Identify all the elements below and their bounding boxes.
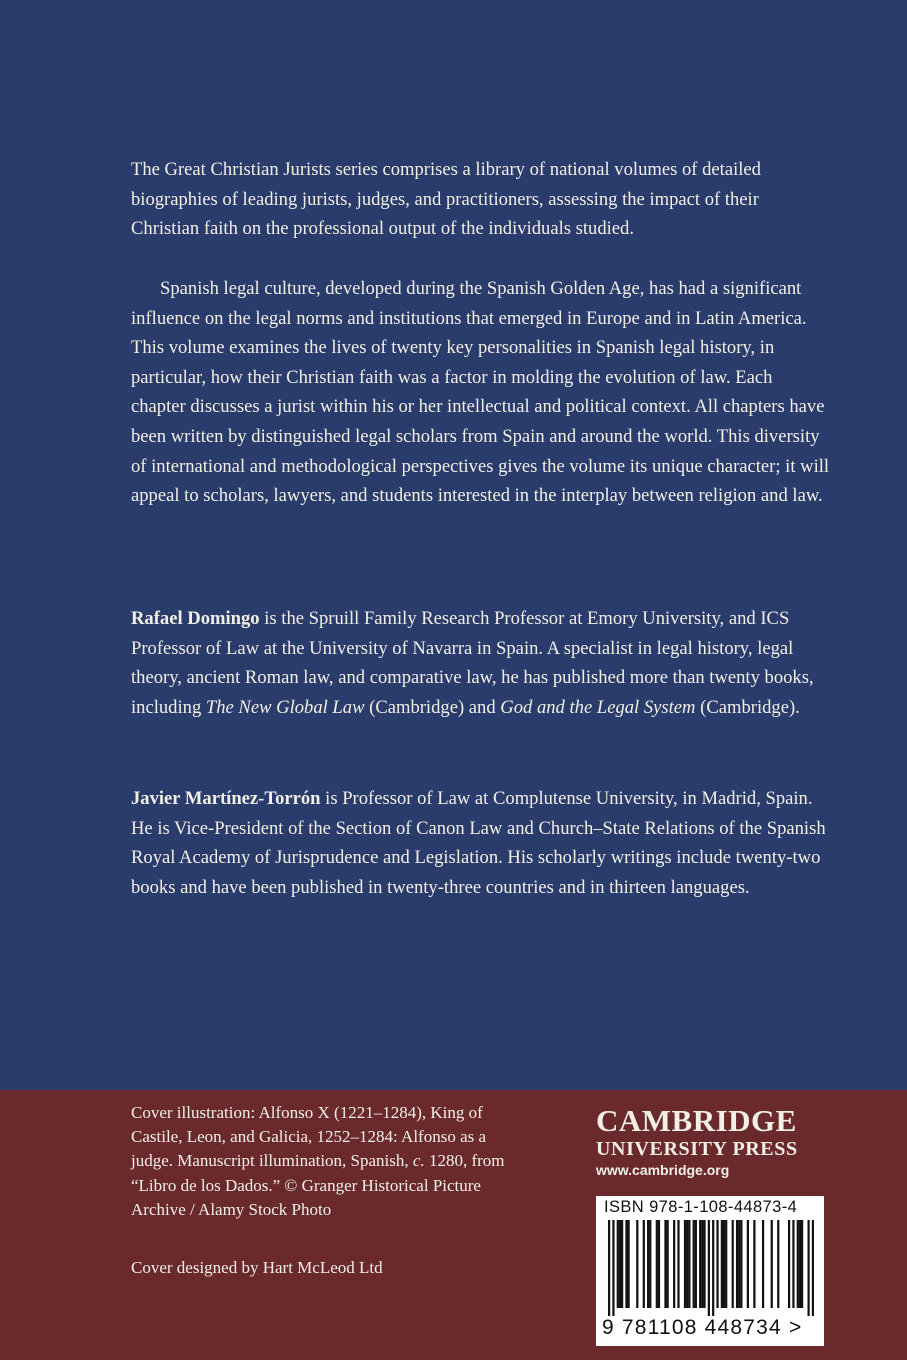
book-title: The New Global Law: [205, 696, 365, 718]
barcode-bar: [647, 1220, 649, 1308]
barcode-bar: [673, 1220, 675, 1308]
publisher-name: CAMBRIDGE: [596, 1103, 797, 1138]
barcode-bar: [771, 1220, 773, 1308]
barcode-bar: [701, 1220, 703, 1308]
barcode-bar: [608, 1220, 610, 1316]
barcode-bar: [684, 1220, 686, 1308]
barcode-bar: [747, 1220, 749, 1308]
barcode-bar: [753, 1220, 755, 1308]
barcode-bar: [649, 1220, 651, 1308]
publisher-url: www.cambridge.org: [596, 1162, 730, 1178]
barcode-bar: [695, 1220, 697, 1308]
barcode-bar: [788, 1220, 790, 1308]
barcode-bar: [621, 1220, 623, 1308]
series-description: The Great Christian Jurists series comprises a library of national volumes of detailed biographies of leading jurists, judges, and practitioners, assessing the impact of their Christian faith on the professional output of the individuals studied.: [131, 159, 761, 240]
barcode-bar: [619, 1220, 621, 1308]
barcode-bar: [628, 1220, 630, 1308]
barcode-bar: [762, 1220, 764, 1308]
barcode-bar: [708, 1220, 710, 1316]
barcode-bar: [703, 1220, 705, 1308]
barcode-bar: [699, 1220, 701, 1308]
barcode-digits: 9 781108 448734 >: [602, 1316, 803, 1339]
barcode-bar: [625, 1220, 627, 1308]
author-name: Javier Martínez-Torrón: [131, 788, 321, 809]
barcode-bar: [721, 1220, 723, 1308]
barcode-bar: [677, 1220, 679, 1308]
author-name: Rafael Domingo: [131, 608, 260, 629]
barcode-bar: [812, 1220, 814, 1316]
barcode-bar: [797, 1220, 799, 1308]
author-bio-martinez-torron: Javier Martínez-Torrón is Professor of Law at Complutense University, in Madrid, Spain. He is Vice-President of the Section of Canon Law and Church–State Relations of the Spanish Royal Academy of Jurisprudence and Legislation. His scholarly writings include twenty-two books and have been published in twenty-three countries and in thirteen languages.: [131, 788, 826, 898]
barcode-bar: [664, 1220, 666, 1308]
publisher-logo: [596, 1104, 828, 1180]
barcode-bar: [792, 1220, 794, 1308]
barcode-bar: [725, 1220, 727, 1308]
barcode-bar: [740, 1220, 742, 1308]
barcode-bars: [608, 1220, 814, 1316]
barcode-bar: [658, 1220, 660, 1308]
barcode-bar: [712, 1220, 714, 1316]
barcode-bar: [807, 1220, 809, 1316]
barcode-bar: [732, 1220, 734, 1308]
barcode-bar: [777, 1220, 779, 1308]
barcode-bar: [736, 1220, 738, 1308]
barcode-bar: [738, 1220, 740, 1308]
cover-designer-credit: Cover designed by Hart McLeod Ltd: [131, 1258, 383, 1277]
book-title: God and the Legal System: [500, 696, 696, 718]
barcode-bar: [656, 1220, 658, 1308]
barcode-bar: [801, 1220, 803, 1308]
barcode-bar: [716, 1220, 718, 1308]
barcode-bar: [686, 1220, 688, 1308]
cover-illustration-credit: Cover illustration: Alfonso X (1221–1284), King of Castile, Leon, and Galicia, 1252–1284: Alfonso as a judge. Manuscript illumination, Spanish, c. 1280, from “Libro de los Dados.” © Granger Historical Picture Archive / Alamy Stock Photo: [131, 1103, 505, 1219]
barcode-bar: [636, 1220, 638, 1308]
barcode-bar: [723, 1220, 725, 1308]
barcode-bar: [667, 1220, 669, 1308]
barcode-bar: [643, 1220, 645, 1308]
barcode-bar: [612, 1220, 614, 1316]
author-bio-domingo: Rafael Domingo is the Spruill Family Research Professor at Emory University, and ICS Professor of Law at the University of Navarra in Spain. A specialist in legal history, legal theory, ancient Roman law, and comparative law, he has published more than twenty books, including The New Global Law (Cambridge) and God and the Legal System (Cambridge).: [131, 608, 814, 718]
barcode-bar: [688, 1220, 690, 1308]
barcode-bar: [617, 1220, 619, 1308]
barcode-bar: [693, 1220, 695, 1308]
barcode-bar: [799, 1220, 801, 1308]
isbn-label: ISBN 978-1-108-44873-4: [604, 1198, 798, 1216]
volume-description: Spanish legal culture, developed during the Spanish Golden Age, has had a significant influence on the legal norms and institutions that emerged in Europe and in Latin America. This volume examines the lives of twenty key personalities in Spanish legal history, in particular, how their Christian faith was a factor in molding the evolution of law. Each chapter discusses a jurist within his or her intellectual and political context. All chapters have been written by distinguished legal scholars from Spain and around the world. This diversity of international and methodological perspectives gives the volume its unique character; it will appeal to scholars, lawyers, and students interested in the interplay between religion and law.: [131, 278, 830, 507]
publisher-press: UNIVERSITY PRESS: [596, 1138, 798, 1160]
isbn-barcode: [596, 1196, 824, 1346]
